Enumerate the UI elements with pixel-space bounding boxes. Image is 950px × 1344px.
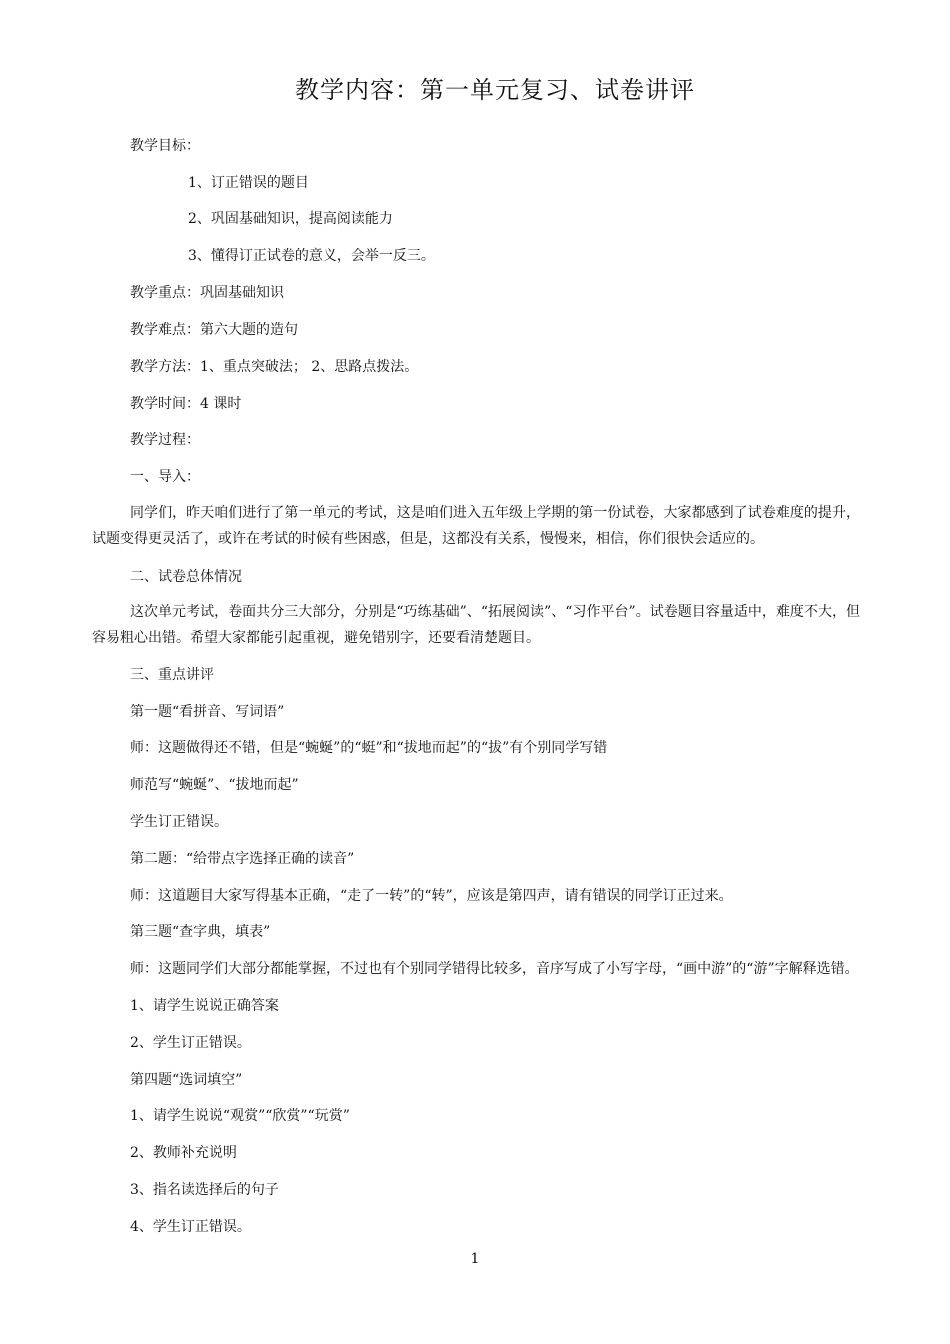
question-3-step-2: 2、学生订正错误。 xyxy=(130,1035,251,1051)
time: 教学时间：4 课时 xyxy=(130,396,242,412)
process-label: 教学过程： xyxy=(130,432,200,448)
question-3: 第三题“查字典，填表” xyxy=(130,924,271,940)
question-2: 第二题：“给带点字选择正确的读音” xyxy=(130,851,355,867)
question-1-fix: 学生订正错误。 xyxy=(130,814,228,830)
section-2-heading: 二、试卷总体情况 xyxy=(130,569,242,585)
goal-1: 1、订正错误的题目 xyxy=(188,175,309,191)
section-3-heading: 三、重点讲评 xyxy=(130,667,214,683)
question-4-step-2: 2、教师补充说明 xyxy=(130,1145,237,1161)
document-title: 教学内容：第一单元复习、试卷讲评 xyxy=(295,76,695,104)
question-2-teacher: 师：这道题目大家写得基本正确，“走了一转”的“转”，应该是第四声，请有错误的同学订正过来。 xyxy=(130,888,733,904)
question-4-step-3: 3、指名读选择后的句子 xyxy=(130,1182,279,1198)
difficulty: 教学难点：第六大题的造句 xyxy=(130,322,298,338)
question-4-step-4: 4、学生订正错误。 xyxy=(130,1219,251,1235)
page-number: 1 xyxy=(470,1251,480,1267)
question-1-teacher: 师：这题做得还不错，但是“蜿蜒”的“蜓”和“拔地而起”的“拔”有个别同学写错 xyxy=(130,740,608,756)
question-3-step-1: 1、请学生说说正确答案 xyxy=(130,998,279,1014)
question-4: 第四题“选词填空” xyxy=(130,1072,243,1088)
section-1-heading: 一、导入： xyxy=(130,469,200,485)
overview-paragraph: 这次单元考试，卷面共分三大部分，分别是“巧练基础”、“拓展阅读”、“习作平台”。试卷题目容量适中，难度不大，但容易粗心出错。希望大家都能引起重视，避免错别字，还要看清楚题目。 xyxy=(92,604,860,646)
goal-2: 2、巩固基础知识，提高阅读能力 xyxy=(188,211,393,227)
key-point: 教学重点：巩固基础知识 xyxy=(130,285,284,301)
question-4-step-1: 1、请学生说说“观赏”“欣赏”“玩赏” xyxy=(130,1108,350,1124)
question-1: 第一题“看拼音、写词语” xyxy=(130,704,285,720)
goal-3: 3、懂得订正试卷的意义，会举一反三。 xyxy=(188,248,435,264)
goals-label: 教学目标： xyxy=(130,138,200,154)
method: 教学方法：1、重点突破法； 2、思路点拨法。 xyxy=(130,359,419,375)
intro-paragraph: 同学们，昨天咱们进行了第一单元的考试，这是咱们进入五年级上学期的第一份试卷，大家都感到了试卷难度的提升，试题变得更灵活了，或许在考试的时候有些困惑，但是，这都没有关系，慢慢来，相信，你们很快会适应的。 xyxy=(92,505,860,547)
question-1-demo: 师范写“蜿蜒”、“拔地而起” xyxy=(130,777,299,793)
question-3-teacher: 师：这题同学们大部分都能掌握，不过也有个别同学错得比较多，音序写成了小写字母，“画中游”的“游”字解释选错。 xyxy=(130,961,859,977)
